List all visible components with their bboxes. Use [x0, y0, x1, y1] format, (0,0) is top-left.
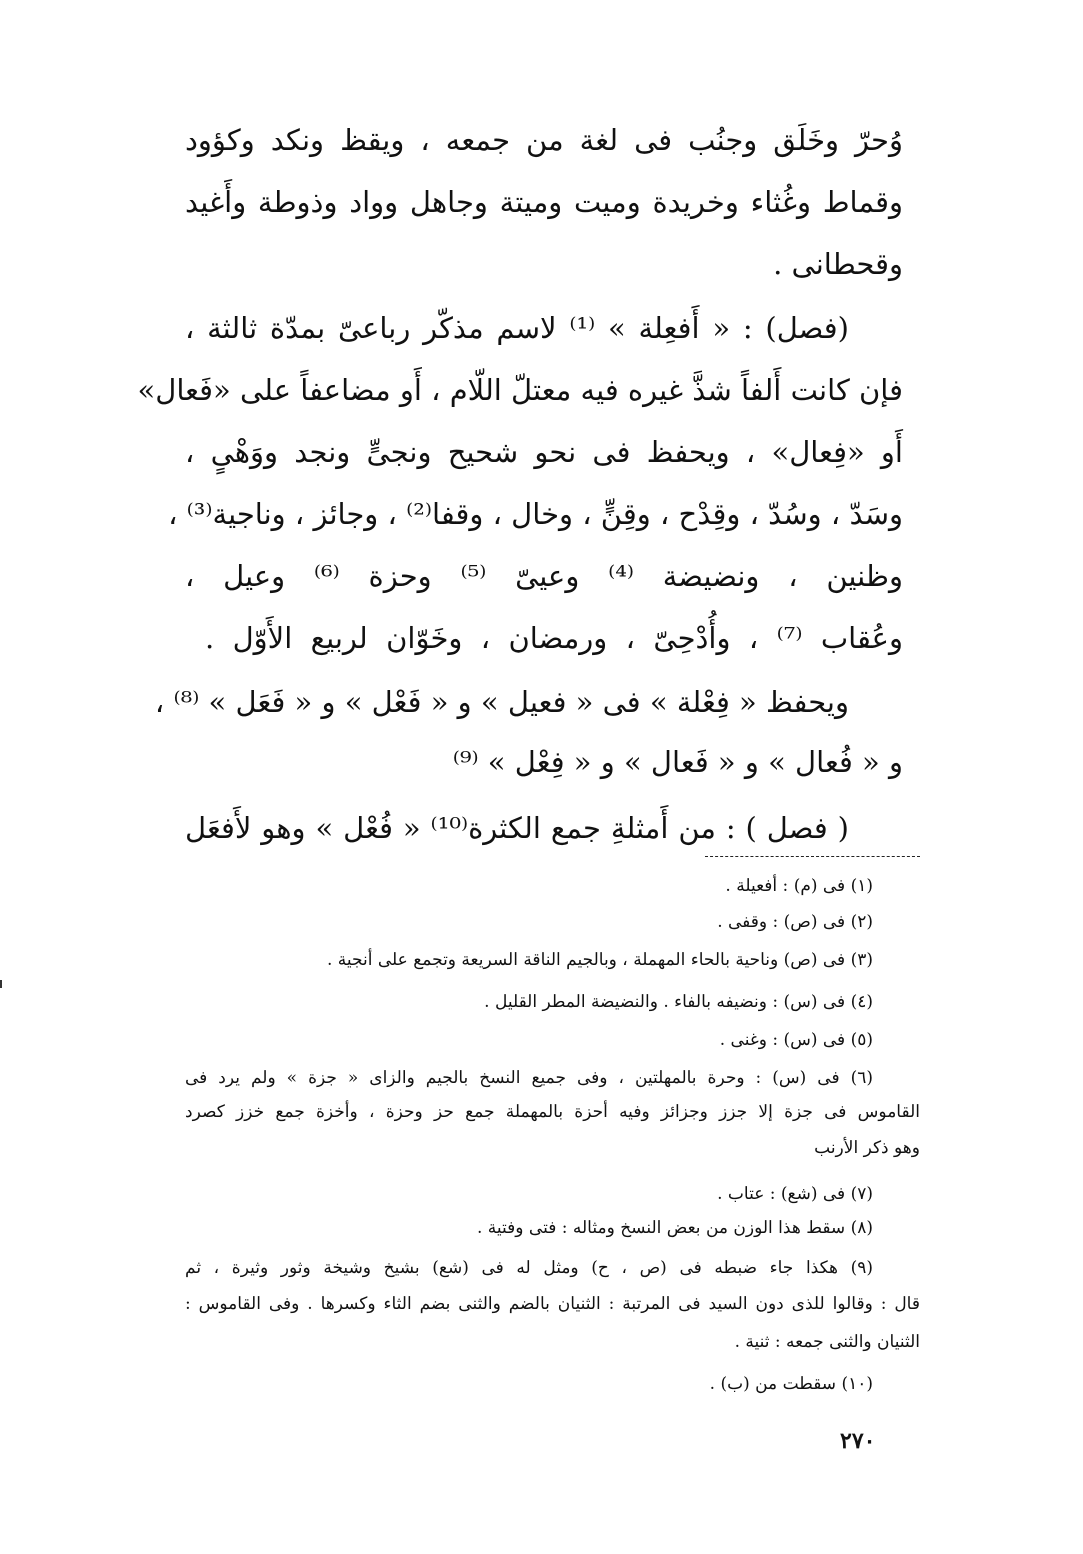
body-line-11: و « فُعال » و « فَعال » و « فِعْل » ⁽⁹⁾: [452, 745, 903, 779]
body-line-9: وعُقاب ⁽⁷⁾ ، وأُدْحِىّ ، ورمضان ، وخَوّان لربيع الأَوّل .: [205, 621, 903, 655]
body-line-1: وُحرّ وخَلَق وجنُب فى لغة من جمعه ، ويقظ ونكد وكؤود: [185, 123, 903, 157]
page-number: ٢٧٠: [840, 1428, 876, 1454]
footnote-6-cont-1: القاموس فى جزة إلا جزز وجزائز وفيه أحزة بالمهملة جمع حز وحزة ، وأخزة جمع خزز كصرد: [185, 1102, 920, 1122]
body-line-4: (فصل) : « أَفعِلة » ⁽¹⁾ لاسم مذكّر رباعىّ بمدّة ثالثة ،: [185, 311, 849, 345]
scan-mark: [0, 980, 2, 988]
body-line-6: أَو «فِعال» ، ويحفظ فى نحو شحيح ونجىٍّ ونجد ووَهْىٍ ،: [185, 435, 903, 469]
footnote-6-cont-2: وهو ذكر الأرنب: [814, 1138, 920, 1158]
footnote-6: (٦) فى (س) : وحرة بالمهلتين ، وفى جميع النسخ بالجيم والزاى « جزة » ولم يرد فى: [185, 1068, 873, 1088]
body-line-8: وظنين ، ونضيضة ⁽⁴⁾ وعيىّ ⁽⁵⁾ وحزة ⁽⁶⁾ وعيل ،: [185, 559, 903, 593]
body-line-12: ( فصل ) : من أَمثلةِ جمع الكثرة⁽¹⁰⁾ « فُعْل » وهو لأَفعَل: [185, 811, 849, 845]
footnote-10: (١٠) سقطت من (ب) .: [709, 1374, 873, 1394]
footnote-9: (٩) هكذا جاء ضبطه فى (ص ، ح) ومثل له فى (شع) بشيخ وشيخة وثور وثيرة ، ثم: [185, 1258, 873, 1278]
body-line-5: فإن كانت أَلفاً شذَّ غيره فيه معتلّ اللّام ، أَو مضاعفاً على «فَعال»: [137, 373, 903, 407]
footnote-8: (٨) سقط هذا الوزن من بعض النسخ ومثاله : فتى وفتية .: [477, 1218, 873, 1238]
footnote-7: (٧) فى (شع) : عتاب .: [717, 1184, 873, 1204]
body-line-7: وسَدّ ، وسُدّ ، وقِدْح ، وقِنٍّ ، وخال ، وقفا⁽²⁾ ، وجائز ، وناجية⁽³⁾ ،: [168, 497, 903, 531]
footnote-4: (٤) فى (س) : ونضيفه بالفاء . والنضيضة المطر القليل .: [484, 992, 873, 1012]
footnote-9-cont-1: قال : وقالوا للذى دون السيد فى المرتبة : الثنيان بالضم والثنى بضم الثاء وكسرها . وفى القاموس :: [185, 1294, 920, 1314]
body-line-3: وقحطانى .: [773, 247, 903, 281]
footnote-5: (٥) فى (س) : وغنى .: [719, 1030, 873, 1050]
footnote-1: (١) فى (م) : أفعيلة .: [725, 876, 873, 896]
body-line-2: وقماط وغُثاء وخريدة وميت وميتة وجاهل وواد وذوطة وأَغيد: [185, 185, 903, 219]
footnote-separator: [705, 856, 920, 857]
footnote-9-cont-2: الثنيان والثنى جمعه : ثنية .: [734, 1332, 920, 1352]
footnote-3: (٣) فى (ص) وناحية بالحاء المهملة ، وبالجيم الناقة السريعة وتجمع على أنجية .: [327, 950, 873, 970]
body-line-10: ويحفظ « فِعْلة » فى « فعيل » و « فَعْل » و « فَعَل » ⁽⁸⁾ ،: [154, 685, 849, 719]
footnote-2: (٢) فى (ص) : وقفى .: [717, 912, 873, 932]
